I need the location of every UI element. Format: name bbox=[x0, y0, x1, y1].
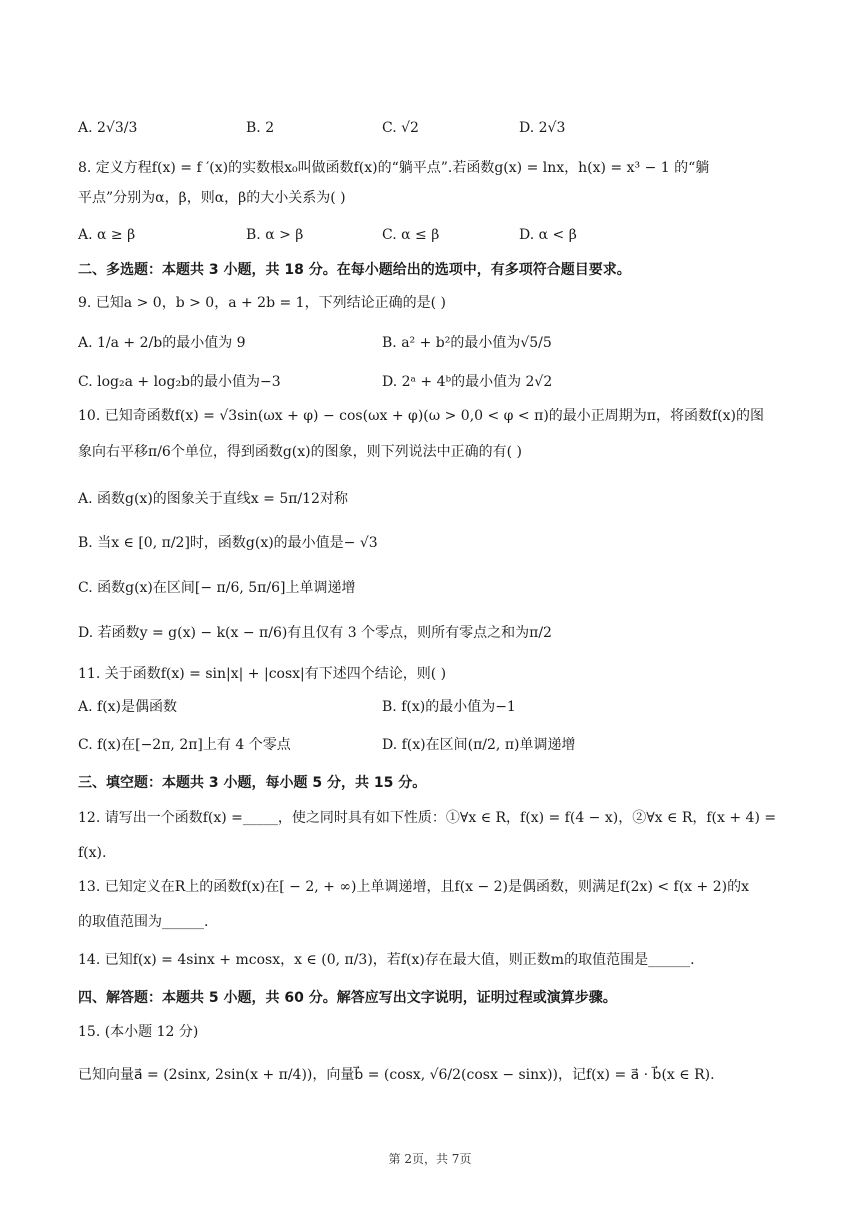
q7-option-d: D. 2√3 bbox=[519, 120, 566, 136]
q9-stem: 9. 已知a > 0，b > 0，a + 2b = 1，下列结论正确的是( ) bbox=[78, 295, 446, 311]
section-heading-fill-in: 三、填空题：本题共 3 小题，每小题 5 分，共 15 分。 bbox=[78, 775, 427, 791]
q15-stem-line1: 已知向量a⃗ = (2sinx, 2sin(x + π/4))，向量b⃗ = (cosx, √6/2(cosx − sinx))，记f(x) = a⃗ · b⃗(x ∈ R). bbox=[78, 1067, 715, 1083]
q8-option-d: D. α < β bbox=[519, 227, 577, 243]
q12-stem-line2: f(x). bbox=[78, 845, 107, 861]
q8-option-b: B. α > β bbox=[246, 227, 304, 243]
q7-option-b: B. 2 bbox=[246, 120, 275, 136]
q9-option-b: B. a² + b²的最小值为√5/5 bbox=[382, 335, 552, 351]
q10-option-b: B. 当x ∈ [0, π/2]时，函数g(x)的最小值是− √3 bbox=[78, 535, 378, 551]
q11-option-c: C. f(x)在[−2π, 2π]上有 4 个零点 bbox=[78, 737, 291, 753]
q10-option-c: C. 函数g(x)在区间[− π/6, 5π/6]上单调递增 bbox=[78, 580, 356, 596]
q8-stem-line2: 平点”分别为α，β，则α，β的大小关系为( ) bbox=[78, 190, 346, 206]
q7-option-a: A. 2√3/3 bbox=[78, 120, 138, 136]
q10-option-d: D. 若函数y = g(x) − k(x − π/6)有且仅有 3 个零点，则所有零点之和为π/2 bbox=[78, 625, 552, 641]
section-heading-solution: 四、解答题：本题共 5 小题，共 60 分。解答应写出文字说明，证明过程或演算步骤。 bbox=[78, 990, 617, 1006]
q12-stem-line1: 12. 请写出一个函数f(x) =_____，使之同时具有如下性质：①∀x ∈ R，f(x) = f(4 − x)，②∀x ∈ R，f(x + 4) = bbox=[78, 810, 777, 826]
q15-title: 15. (本小题 12 分) bbox=[78, 1024, 199, 1040]
q8-option-a: A. α ≥ β bbox=[78, 227, 136, 243]
q9-option-d: D. 2ᵃ + 4ᵇ的最小值为 2√2 bbox=[382, 374, 553, 390]
q10-stem-line2: 象向右平移π/6个单位，得到函数g(x)的图象，则下列说法中正确的有( ) bbox=[78, 444, 522, 460]
section-heading-multiple-choice: 二、多选题：本题共 3 小题，共 18 分。在每小题给出的选项中，有多项符合题目要求。 bbox=[78, 262, 631, 278]
q10-stem-line1: 10. 已知奇函数f(x) = √3sin(ωx + φ) − cos(ωx + φ)(ω > 0,0 < φ < π)的最小正周期为π，将函数f(x)的图 bbox=[78, 408, 764, 424]
page-footer: 第 2页，共 7页 bbox=[388, 1152, 472, 1166]
q11-stem: 11. 关于函数f(x) = sin|x| + |cosx|有下述四个结论，则( ) bbox=[78, 666, 447, 682]
q9-option-a: A. 1/a + 2/b的最小值为 9 bbox=[78, 335, 246, 351]
q14-stem: 14. 已知f(x) = 4sinx + mcosx，x ∈ (0, π/3)，若f(x)存在最大值，则正数m的取值范围是______. bbox=[78, 952, 695, 968]
q11-option-b: B. f(x)的最小值为−1 bbox=[382, 699, 516, 715]
q13-stem-line1: 13. 已知定义在R上的函数f(x)在[ − 2, + ∞)上单调递增，且f(x − 2)是偶函数，则满足f(2x) < f(x + 2)的x bbox=[78, 879, 749, 895]
q10-option-a: A. 函数g(x)的图象关于直线x = 5π/12对称 bbox=[78, 491, 348, 507]
q11-option-a: A. f(x)是偶函数 bbox=[78, 699, 178, 715]
q8-stem-line1: 8. 定义方程f(x) = f ′(x)的实数根x₀叫做函数f(x)的“躺平点”.若函数g(x) = lnx，h(x) = x³ − 1 的“躺 bbox=[78, 160, 710, 176]
q11-option-d: D. f(x)在区间(π/2, π)单调递增 bbox=[382, 737, 576, 753]
q7-option-c: C. √2 bbox=[382, 120, 419, 136]
q9-option-c: C. log₂a + log₂b的最小值为−3 bbox=[78, 374, 281, 390]
q13-stem-line2: 的取值范围为______. bbox=[78, 914, 209, 930]
q8-option-c: C. α ≤ β bbox=[382, 227, 440, 243]
